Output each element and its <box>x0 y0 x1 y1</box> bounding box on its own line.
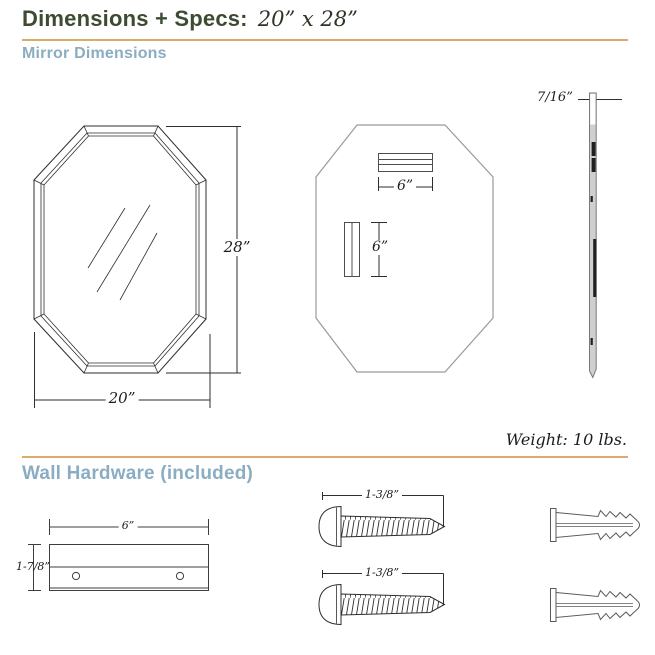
anchor-drawing <box>551 509 640 542</box>
dim-label-side-bracket: 6” <box>369 240 391 255</box>
mirror-side-view-drawing <box>578 93 622 378</box>
dim-label-bracket-height: 1-7/8” <box>16 560 51 573</box>
section-divider-bottom <box>22 456 628 458</box>
dim-label-mirror-height: 28” <box>221 239 254 256</box>
dim-label-screw-2-length: 1-3/8” <box>362 567 402 579</box>
mirror-section-heading: Mirror Dimensions <box>22 45 167 62</box>
dim-label-top-bracket: 6” <box>394 179 416 194</box>
mirror-back-view-drawing <box>316 125 493 372</box>
mirror-front-view-drawing <box>34 126 206 373</box>
page-title-dimensions: 20” x 28” <box>257 7 358 31</box>
dim-label-screw-1-length: 1-3/8” <box>362 489 402 501</box>
mirror-glass-shine <box>88 205 157 300</box>
back-view-hanger-brackets <box>345 154 433 277</box>
dim-label-bracket-width: 6” <box>119 520 138 532</box>
anchor-drawing-2 <box>551 589 640 622</box>
weight-label: Weight: 10 lbs. <box>505 430 627 449</box>
page-title-text: Dimensions + Specs: <box>22 6 248 31</box>
page-title <box>22 6 358 32</box>
hardware-section-heading: Wall Hardware (included) <box>22 463 254 484</box>
dim-label-thickness: 7/16” <box>537 90 573 105</box>
section-divider-top <box>22 39 628 41</box>
dim-label-mirror-width: 20” <box>106 390 139 407</box>
